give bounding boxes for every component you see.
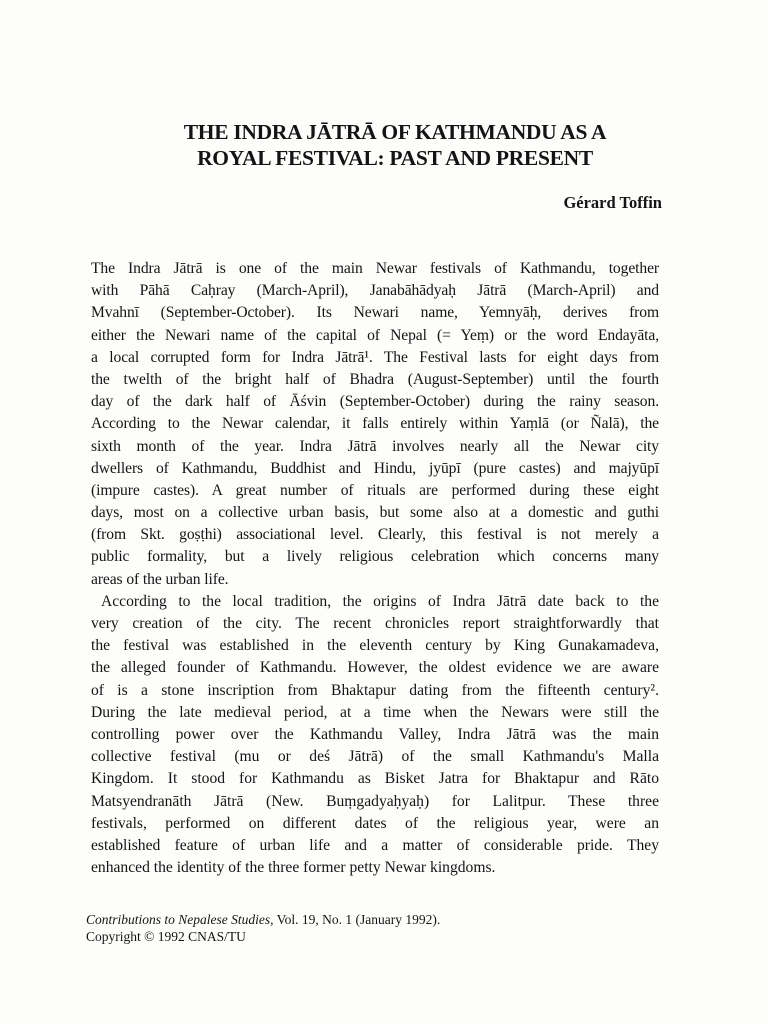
paragraph-1 — [91, 258, 659, 591]
author-name: Gérard Toffin — [563, 193, 662, 212]
copyright-notice: Copyright © 1992 CNAS/TU — [86, 929, 246, 944]
text-line: very creation of the city. The recent chronicles report straightforwardly that — [91, 615, 659, 632]
text-line: days, most on a collective urban basis, but some also at a domestic and guthi — [91, 504, 659, 522]
text-line: a local corrupted form for Indra Jātrā¹. The Festival lasts for eight days from — [91, 348, 659, 366]
text-line: with Pāhā Caḥray (March-April), Janabāhādyaḥ Jātrā (March-April) and — [91, 282, 659, 300]
text-line: During the late medieval period, at a time when the Newars were still the — [91, 703, 659, 721]
text-line: the twelth of the bright half of Bhadra (August-September) until the fourth — [91, 370, 659, 388]
text-line: public formality, but a lively religious celebration which concerns many — [91, 548, 659, 566]
paper-title — [80, 119, 710, 171]
text-line: areas of the urban life. — [91, 570, 229, 588]
text-line: dwellers of Kathmandu, Buddhist and Hindu, jyūpī (pure castes) and majyūpī — [91, 459, 659, 477]
text-line: According to the local tradition, the origins of Indra Jātrā date back to the — [101, 592, 659, 610]
paragraph-2 — [91, 591, 659, 879]
text-line: of is a stone inscription from Bhaktapur dating from the fifteenth century². — [91, 681, 659, 699]
title-line-2: ROYAL FESTIVAL: PAST AND PRESENT — [197, 146, 593, 170]
text-line: According to the Newar calendar, it falls entirely within Yaṃlā (or Ñalā), the — [91, 415, 659, 433]
text-line: the alleged founder of Kathmandu. However, the oldest evidence we are aware — [91, 659, 659, 677]
title-line-1: THE INDRA JĀTRĀ OF KATHMANDU AS A — [183, 120, 607, 144]
text-line: Kingdom. It stood for Kathmandu as Bisket Jatra for Bhaktapur and Rāto — [91, 770, 659, 788]
text-line: the festival was established in the eleventh century by King Gunakamadeva, — [91, 637, 659, 655]
text-line: collective festival (mu or deś Jātrā) of the small Kathmandu's Malla — [91, 748, 659, 766]
text-line: (impure castes). A great number of rituals are performed during these eight — [91, 481, 659, 499]
text-line: enhanced the identity of the three former petty Newar kingdoms. — [91, 859, 496, 877]
citation-footer — [86, 911, 440, 945]
text-line: Mvahnī (September-October). Its Newari name, Yemnyāḥ, derives from — [91, 304, 659, 322]
journal-issue: Vol. 19, No. 1 (January 1992). — [273, 912, 441, 927]
text-line: either the Newari name of the capital of Nepal (= Yeṃ) or the word Endayāta, — [91, 326, 659, 344]
text-line: The Indra Jātrā is one of the main Newar festivals of Kathmandu, together — [91, 260, 659, 277]
text-line: controlling power over the Kathmandu Valley, Indra Jātrā was the main — [91, 725, 659, 743]
journal-citation — [86, 911, 440, 928]
text-line: Matsyendranāth Jātrā (New. Buṃgadyaḥyaḥ) for Lalitpur. These three — [91, 792, 659, 810]
text-line: established feature of urban life and a matter of considerable pride. They — [91, 836, 659, 854]
article-body — [91, 258, 659, 879]
text-line: day of the dark half of Āśvin (September-October) during the rainy season. — [91, 393, 659, 411]
text-line: sixth month of the year. Indra Jātrā involves nearly all the Newar city — [91, 437, 659, 455]
text-line: (from Skt. goṣṭhi) associational level. Clearly, this festival is not merely a — [91, 526, 659, 544]
journal-title: Contributions to Nepalese Studies, — [86, 912, 274, 927]
text-line: festivals, performed on different dates of the religious year, were an — [91, 814, 659, 832]
